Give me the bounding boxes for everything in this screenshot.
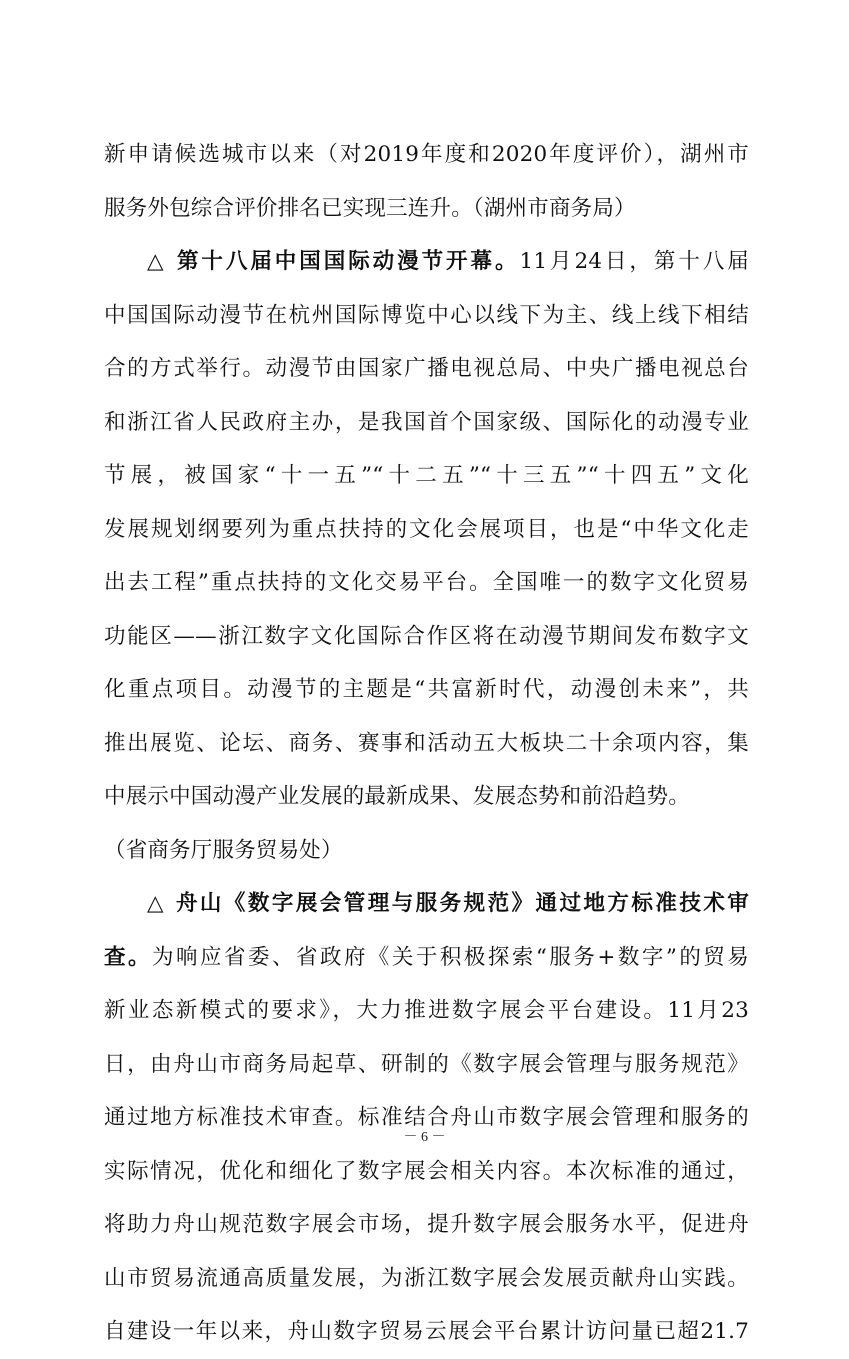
text-line: 通过地方标准技术审查。标准结合舟山市数字展会管理和服务的 [104, 1105, 749, 1130]
section-heading-line [104, 877, 749, 931]
section-heading: △ 舟山《数字展会管理与服务规范》通过地方标准技术审 [147, 891, 749, 916]
text-line: 自建设一年以来，舟山数字贸易云展会平台累计访问量已超21.7 [104, 1319, 749, 1344]
section-heading: △ 第十八届中国国际动漫节开幕。 [147, 249, 520, 274]
text-line: 功能区——浙江数字文化国际合作区将在动漫节期间发布数字文 [104, 623, 749, 649]
source-note: （省商务厅服务贸易处） [104, 837, 343, 863]
text-line: 日，由舟山市商务局起草、研制的《数字展会管理与服务规范》 [104, 1051, 749, 1077]
text-line: 和浙江省人民政府主办，是我国首个国家级、国际化的动漫专业 [104, 409, 749, 435]
text-line: 实际情况，优化和细化了数字展会相关内容。本次标准的通过， [104, 1158, 749, 1184]
text-line: 节展，被国家“十一五”“十二五”“十三五”“十四五”文化 [104, 463, 749, 488]
text-line: 新申请候选城市以来（对2019年度和2020年度评价），湖州市 [104, 142, 749, 167]
body-text [104, 128, 749, 1359]
text-line: 新业态新模式的要求》，大力推进数字展会平台建设。11月23 [104, 998, 749, 1023]
text-line: 服务外包综合评价排名已实现三连升。（湖州市商务局） [104, 195, 636, 221]
text-line: 查。为响应省委、省政府《关于积极探索“服务+数字”的贸易 [104, 944, 750, 970]
text-line: 中国国际动漫节在杭州国际博览中心以线下为主、线上线下相结 [104, 302, 749, 328]
page-number: － 6 － [403, 1130, 446, 1145]
text-line: 山市贸易流通高质量发展，为浙江数字展会发展贡献舟山实践。 [104, 1265, 749, 1291]
text-line: 中展示中国动漫产业发展的最新成果、发展态势和前沿趋势。 [104, 784, 690, 809]
text-line: 推出展览、论坛、商务、赛事和活动五大板块二十余项内容，集 [104, 730, 749, 756]
text-line: 将助力舟山规范数字展会市场，提升数字展会服务水平，促进舟 [104, 1212, 749, 1237]
text-line: 化重点项目。动漫节的主题是“共富新时代，动漫创未来”，共 [104, 677, 749, 702]
section-heading-line: △ 第十八届中国国际动漫节开幕。11月24日，第十八届 [147, 249, 749, 274]
text-line: 合的方式举行。动漫节由国家广播电视总局、中央广播电视总台 [104, 356, 749, 381]
section-heading-continued: 查。 [104, 944, 152, 970]
text-line: 发展规划纲要列为重点扶持的文化会展项目，也是“中华文化走 [104, 516, 749, 542]
text-line: 出去工程”重点扶持的文化交易平台。全国唯一的数字文化贸易 [104, 570, 749, 595]
